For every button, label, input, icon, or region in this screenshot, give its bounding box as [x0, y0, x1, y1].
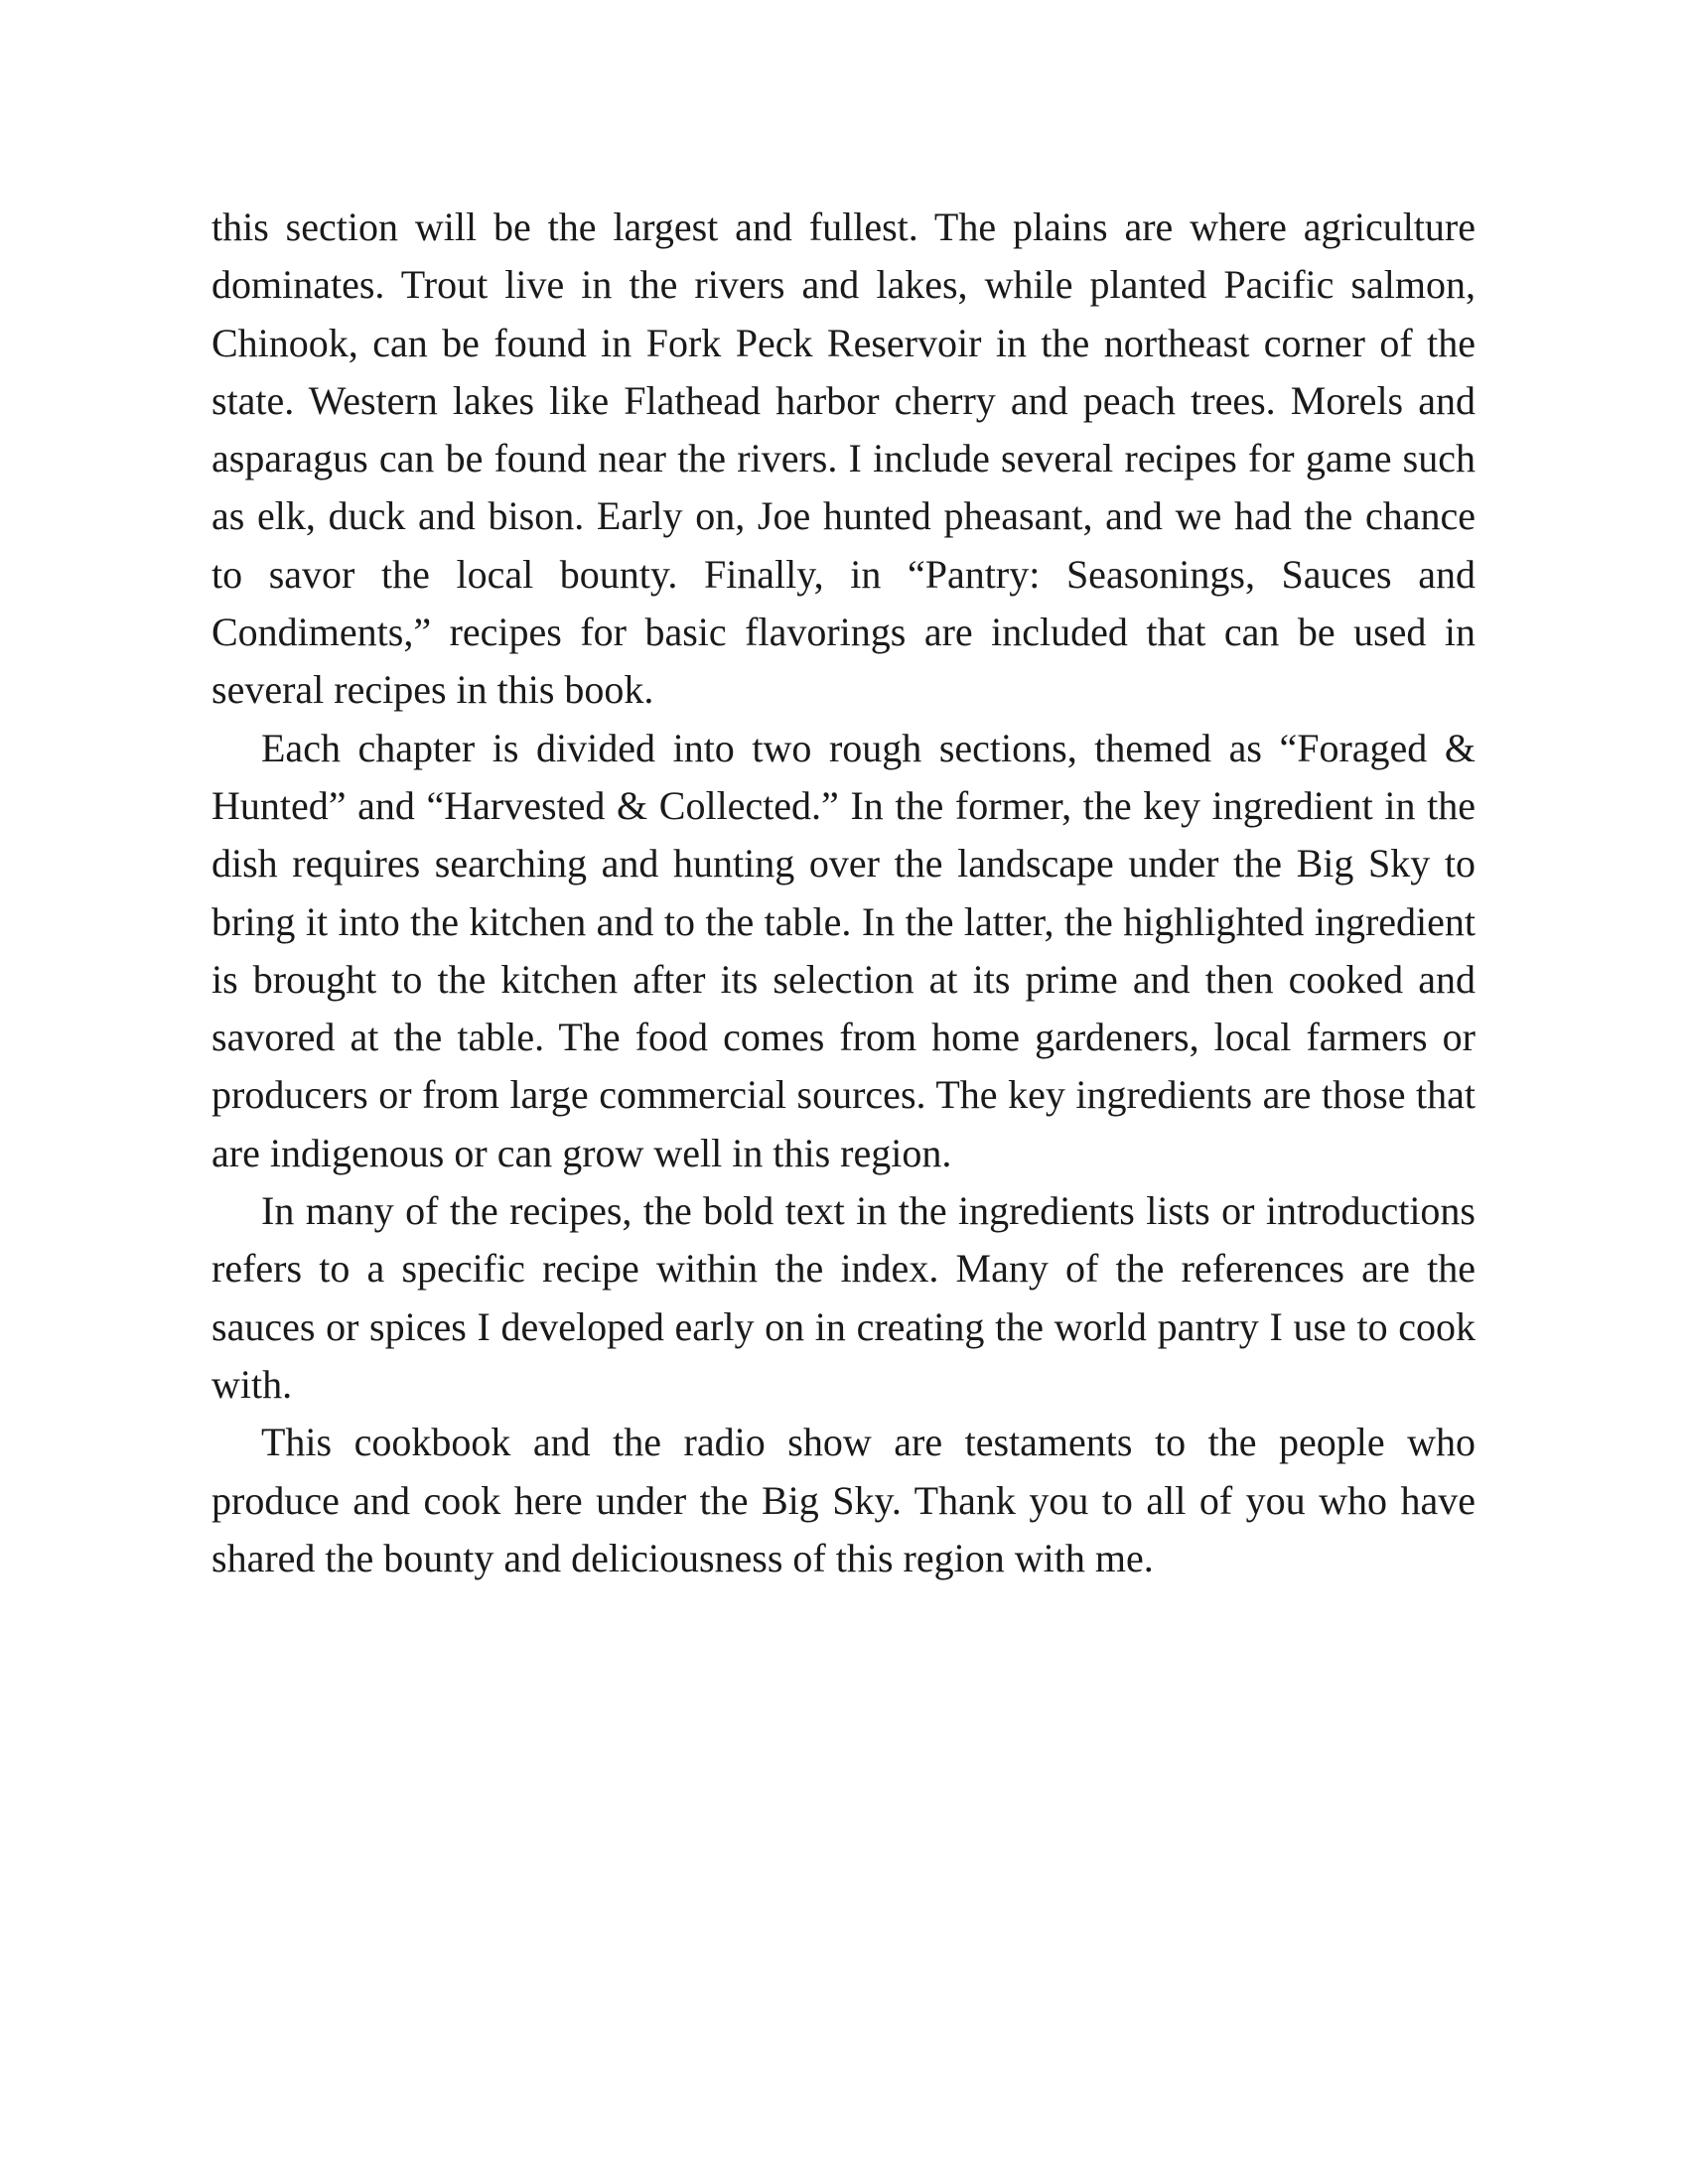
- paragraph-3: In many of the recipes, the bold text in the ingredients lists or introductions refers to a specific recipe within the index. Many of the references are the sauces or spices I developed early on in creating the world pantry I use to cook with.: [211, 1188, 1476, 1407]
- paragraph-1: this section will be the largest and fullest. The plains are where agriculture dominates. Trout live in the rivers and lakes, while planted Pacific salmon, Chinook, can be found in Fork Peck Reservoir in the northeast corner of the state. Western lakes like Flathead harbor cherry and peach trees. Morels and asparagus can be found near the rivers. I include several recipes for game such as elk, duck and bison. Early on, Joe hunted pheasant, and we had the chance to savor the local bounty. Finally, in “Pantry: Seasonings, Sauces and Condiments,” recipes for basic flavorings are included that can be used in several recipes in this book.: [211, 205, 1476, 713]
- body-text: [211, 199, 1476, 1587]
- paragraph-2: Each chapter is divided into two rough sections, themed as “Foraged & Hunted” and “Harvested & Collected.” In the former, the key ingredient in the dish requires searching and hunting over the landscape under the Big Sky to bring it into the kitchen and to the table. In the latter, the highlighted ingredient is brought to the kitchen after its selection at its prime and then cooked and savored at the table. The food comes from home gardeners, local farmers or producers or from large commercial sources. The key ingredients are those that are indigenous or can grow well in this region.: [211, 725, 1476, 1175]
- paragraph-4: This cookbook and the radio show are testaments to the people who produce and cook here under the Big Sky. Thank you to all of you who have shared the bounty and deliciousness of this region with me.: [211, 1420, 1476, 1580]
